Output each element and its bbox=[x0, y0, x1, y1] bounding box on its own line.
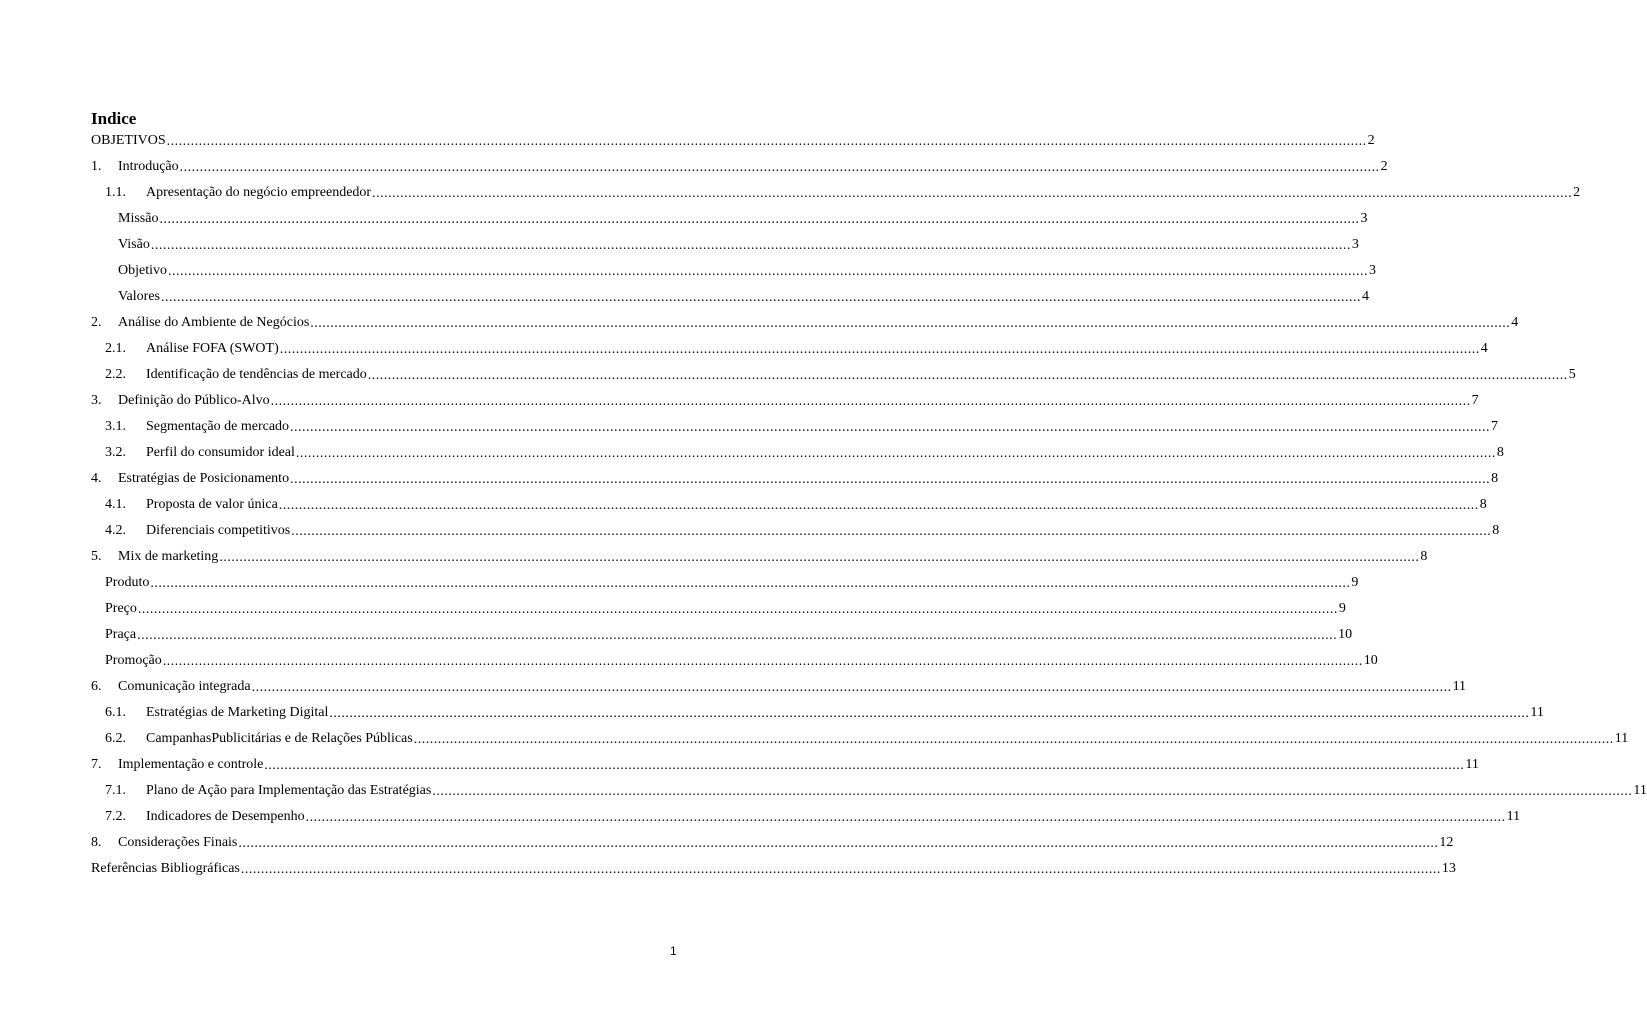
dot-leader: ............................................................................................................................................................................................................................................................................................................ bbox=[291, 524, 1492, 539]
dot-leader: ............................................................................................................................................................................................................................................................................................................ bbox=[279, 342, 1480, 357]
toc-entry-label: Visão bbox=[118, 237, 150, 252]
dot-leader: ............................................................................................................................................................................................................................................................................................................ bbox=[150, 238, 1351, 253]
toc-entry-number: 7.2. bbox=[105, 809, 126, 824]
dot-leader: ............................................................................................................................................................................................................................................................................................................ bbox=[159, 212, 1360, 227]
toc-entry-page: 9 bbox=[1338, 601, 1346, 616]
toc-entry-page: 11 bbox=[1530, 705, 1544, 720]
toc-entry-label: Praça bbox=[105, 627, 137, 642]
toc-entry-label: Diferenciais competitivos bbox=[146, 523, 291, 538]
toc-entry-label: Plano de Ação para Implementação das Estratégias bbox=[146, 783, 432, 798]
toc-entry-page: 11 bbox=[1465, 757, 1479, 772]
toc-entry-page: 11 bbox=[1633, 783, 1647, 798]
toc-entry-label: Objetivo bbox=[118, 263, 167, 278]
toc-entry-label: CampanhasPublicitárias e de Relações Públicas bbox=[146, 731, 413, 746]
toc-entry-label: Valores bbox=[118, 289, 160, 304]
toc-entry-label: Indicadores de Desempenho bbox=[146, 809, 305, 824]
toc-entry-number: 6.1. bbox=[105, 705, 126, 720]
toc-entry[interactable] bbox=[91, 310, 1519, 336]
toc-entry[interactable] bbox=[91, 128, 1375, 154]
dot-leader: ............................................................................................................................................................................................................................................................................................................ bbox=[240, 862, 1441, 877]
toc-entry[interactable] bbox=[91, 362, 1576, 388]
toc-entry-page: 3 bbox=[1351, 237, 1359, 252]
toc-entry-page: 11 bbox=[1506, 809, 1521, 824]
toc-entry[interactable] bbox=[91, 544, 1428, 570]
toc-entry[interactable] bbox=[91, 154, 1388, 180]
toc-entry-number: 5. bbox=[91, 549, 102, 564]
toc-entry[interactable] bbox=[91, 180, 1581, 206]
toc-entry-number: 3.2. bbox=[105, 445, 126, 460]
toc-entry-label: Produto bbox=[105, 575, 150, 590]
toc-entry-number: 6. bbox=[91, 679, 102, 694]
dot-leader: ............................................................................................................................................................................................................................................................................................................ bbox=[162, 654, 1363, 669]
toc-entry-page: 8 bbox=[1491, 471, 1499, 486]
toc-entry[interactable] bbox=[91, 440, 1504, 466]
page-number: 1 bbox=[670, 944, 677, 958]
dot-leader: ............................................................................................................................................................................................................................................................................................................ bbox=[413, 732, 1614, 747]
toc-entry-page: 7 bbox=[1491, 419, 1499, 434]
toc-entry[interactable] bbox=[91, 336, 1488, 362]
toc-entry-page: 11 bbox=[1452, 679, 1467, 694]
toc-entry-label: Apresentação do negócio empreendedor bbox=[146, 185, 372, 200]
dot-leader: ............................................................................................................................................................................................................................................................................................................ bbox=[278, 498, 1479, 513]
toc-entry-label: Comunicação integrada bbox=[118, 679, 251, 694]
dot-leader: ............................................................................................................................................................................................................................................................................................................ bbox=[166, 134, 1367, 149]
toc-entry-label: Promoção bbox=[105, 653, 162, 668]
toc-entry-label: Segmentação de mercado bbox=[146, 419, 290, 434]
toc-entry-label: Proposta de valor única bbox=[146, 497, 278, 512]
toc-entry-label: Estratégias de Marketing Digital bbox=[146, 705, 329, 720]
toc-entry-number: 1. bbox=[91, 159, 102, 174]
toc-entry[interactable] bbox=[91, 804, 1521, 830]
toc-entry-page: 3 bbox=[1369, 263, 1376, 278]
dot-leader: ............................................................................................................................................................................................................................................................................................................ bbox=[270, 394, 1471, 409]
toc-entry[interactable] bbox=[91, 830, 1454, 856]
toc-entry-number: 2. bbox=[91, 315, 102, 330]
toc-entry-number: 6.2. bbox=[105, 731, 126, 746]
toc-entry[interactable] bbox=[91, 778, 1647, 804]
toc-entry-page: 2 bbox=[1380, 159, 1388, 174]
toc-entry-label: Considerações Finais bbox=[118, 835, 238, 850]
dot-leader: ............................................................................................................................................................................................................................................................................................................ bbox=[137, 628, 1338, 643]
table-of-contents bbox=[91, 128, 1647, 882]
dot-leader: ............................................................................................................................................................................................................................................................................................................ bbox=[150, 576, 1351, 591]
toc-entry-page: 10 bbox=[1363, 653, 1378, 668]
toc-entry[interactable] bbox=[91, 700, 1544, 726]
dot-leader: ............................................................................................................................................................................................................................................................................................................ bbox=[372, 186, 1573, 201]
toc-entry-page: 13 bbox=[1441, 861, 1456, 876]
dot-leader: ............................................................................................................................................................................................................................................................................................................ bbox=[137, 602, 1338, 617]
dot-leader: ............................................................................................................................................................................................................................................................................................................ bbox=[179, 160, 1380, 175]
toc-entry-label: Mix de marketing bbox=[118, 549, 219, 564]
toc-entry-number: 4.2. bbox=[105, 523, 126, 538]
toc-entry-page: 9 bbox=[1351, 575, 1359, 590]
toc-entry[interactable] bbox=[91, 622, 1353, 648]
toc-entry-page: 8 bbox=[1492, 523, 1500, 538]
dot-leader: ............................................................................................................................................................................................................................................................................................................ bbox=[290, 472, 1491, 487]
toc-entry-page: 5 bbox=[1568, 367, 1576, 382]
toc-entry-number: 8. bbox=[91, 835, 102, 850]
toc-entry-label: Missão bbox=[118, 211, 159, 226]
dot-leader: ............................................................................................................................................................................................................................................................................................................ bbox=[168, 264, 1368, 279]
toc-entry-page: 8 bbox=[1420, 549, 1428, 564]
toc-entry[interactable] bbox=[91, 414, 1499, 440]
toc-entry-label: Introdução bbox=[118, 159, 179, 174]
toc-entry-number: 4.1. bbox=[105, 497, 126, 512]
dot-leader: ............................................................................................................................................................................................................................................................................................................ bbox=[432, 784, 1633, 799]
toc-entry[interactable] bbox=[91, 570, 1359, 596]
toc-entry-page: 4 bbox=[1480, 341, 1488, 356]
toc-entry-label: Referências Bibliográficas bbox=[91, 861, 240, 876]
toc-entry[interactable] bbox=[91, 258, 1376, 284]
toc-entry-page: 2 bbox=[1367, 133, 1375, 148]
toc-entry-number: 1.1. bbox=[105, 185, 126, 200]
toc-entry-label: Preço bbox=[105, 601, 137, 616]
toc-title: Indice bbox=[91, 109, 137, 128]
toc-entry-page: 11 bbox=[1614, 731, 1629, 746]
toc-entry[interactable] bbox=[91, 752, 1479, 778]
toc-entry[interactable] bbox=[91, 674, 1467, 700]
toc-entry-number: 4. bbox=[91, 471, 102, 486]
dot-leader: ............................................................................................................................................................................................................................................................................................................ bbox=[310, 316, 1511, 331]
toc-entry-number: 2.2. bbox=[105, 367, 126, 382]
toc-entry-label: Implementação e controle bbox=[118, 757, 264, 772]
toc-entry-number: 3. bbox=[91, 393, 102, 408]
toc-entry-page: 4 bbox=[1362, 289, 1369, 304]
toc-entry-page: 7 bbox=[1471, 393, 1479, 408]
toc-entry-page: 8 bbox=[1496, 445, 1504, 460]
toc-entry[interactable] bbox=[91, 648, 1378, 674]
dot-leader: ............................................................................................................................................................................................................................................................................................................ bbox=[251, 680, 1452, 695]
dot-leader: ............................................................................................................................................................................................................................................................................................................ bbox=[219, 550, 1420, 565]
toc-entry-page: 8 bbox=[1479, 497, 1487, 512]
toc-entry-page: 12 bbox=[1439, 835, 1454, 850]
dot-leader: ............................................................................................................................................................................................................................................................................................................ bbox=[290, 420, 1491, 435]
toc-entry-label: Estratégias de Posicionamento bbox=[118, 471, 290, 486]
toc-entry[interactable] bbox=[91, 726, 1629, 752]
toc-entry[interactable] bbox=[91, 284, 1369, 310]
toc-entry-page: 3 bbox=[1360, 211, 1368, 226]
toc-entry-number: 7.1. bbox=[105, 783, 126, 798]
toc-entry-label: Análise FOFA (SWOT) bbox=[146, 341, 279, 356]
dot-leader: ............................................................................................................................................................................................................................................................................................................ bbox=[161, 290, 1361, 305]
toc-entry-label: Definição do Público-Alvo bbox=[118, 393, 270, 408]
toc-entry-label: Perfil do consumidor ideal bbox=[146, 445, 295, 460]
toc-entry[interactable] bbox=[91, 232, 1359, 258]
toc-entry-label: Análise do Ambiente de Negócios bbox=[118, 315, 310, 330]
toc-entry-number: 3.1. bbox=[105, 419, 126, 434]
toc-entry[interactable] bbox=[91, 466, 1499, 492]
toc-entry-label: OBJETIVOS bbox=[91, 133, 166, 148]
toc-entry[interactable] bbox=[91, 856, 1456, 882]
toc-entry[interactable] bbox=[91, 518, 1500, 544]
toc-entry-page: 10 bbox=[1338, 627, 1353, 642]
toc-entry-page: 2 bbox=[1573, 185, 1581, 200]
toc-entry[interactable] bbox=[91, 206, 1368, 232]
dot-leader: ............................................................................................................................................................................................................................................................................................................ bbox=[295, 446, 1496, 461]
dot-leader: ............................................................................................................................................................................................................................................................................................................ bbox=[238, 836, 1439, 851]
toc-entry-page: 4 bbox=[1511, 315, 1519, 330]
toc-entry-number: 7. bbox=[91, 757, 102, 772]
toc-entry-number: 2.1. bbox=[105, 341, 126, 356]
dot-leader: ............................................................................................................................................................................................................................................................................................................ bbox=[367, 368, 1568, 383]
toc-entry[interactable] bbox=[91, 596, 1346, 622]
toc-entry-label: Identificação de tendências de mercado bbox=[146, 367, 367, 382]
toc-entry[interactable] bbox=[91, 388, 1479, 414]
dot-leader: ............................................................................................................................................................................................................................................................................................................ bbox=[264, 758, 1465, 773]
toc-entry[interactable] bbox=[91, 492, 1487, 518]
dot-leader: ............................................................................................................................................................................................................................................................................................................ bbox=[305, 810, 1506, 825]
dot-leader: ............................................................................................................................................................................................................................................................................................................ bbox=[329, 706, 1530, 721]
